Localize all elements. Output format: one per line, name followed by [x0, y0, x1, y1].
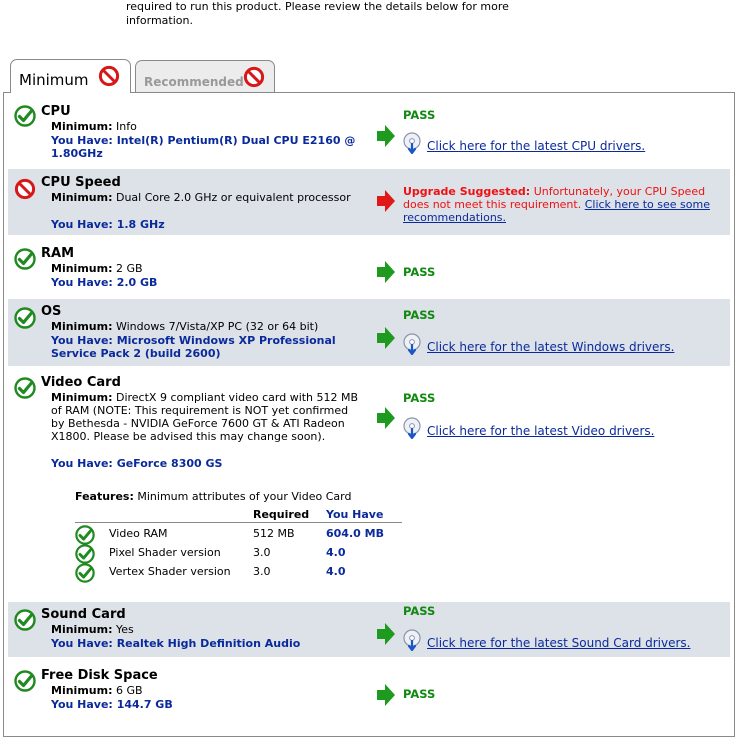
pass-label: PASS	[403, 391, 436, 405]
pass-check-icon	[75, 544, 95, 564]
arrow-right-icon	[377, 327, 395, 349]
no-icon	[98, 65, 120, 87]
requirement-minimum: Minimum: Windows 7/Vista/XP PC (32 or 64 bit)	[51, 320, 319, 333]
requirement-minimum: Minimum: 6 GB	[51, 684, 143, 697]
requirement-you-have: You Have: Intel(R) Pentium(R) Dual CPU E2160 @ 1.80GHz	[51, 134, 356, 160]
fail-no-icon	[14, 178, 36, 200]
pass-check-icon	[14, 609, 36, 631]
requirement-you-have: You Have: GeForce 8300 GS	[51, 457, 223, 470]
requirement-title: RAM	[41, 246, 75, 261]
requirement-row-cpu-speed	[8, 169, 730, 235]
feature-row: Video RAM 512 MB 604.0 MB	[75, 525, 405, 543]
requirement-you-have: You Have: 2.0 GB	[51, 276, 158, 289]
upgrade-suggested-message	[403, 185, 733, 224]
driver-link-sound[interactable]	[403, 629, 691, 651]
requirement-row-cpu	[8, 98, 730, 163]
feature-row: Vertex Shader version 3.0 4.0	[75, 563, 405, 581]
driver-link-text[interactable]: Click here for the latest Windows drivers.	[427, 340, 675, 354]
driver-download-icon	[403, 417, 423, 439]
requirement-minimum: Minimum: Dual Core 2.0 GHz or equivalent processor	[51, 191, 351, 204]
pass-label: PASS	[403, 108, 436, 122]
driver-link-video[interactable]	[403, 417, 654, 439]
requirement-you-have: You Have: Microsoft Windows XP Professional Service Pack 2 (build 2600)	[51, 334, 336, 360]
requirement-row-free-disk-space	[8, 663, 730, 718]
pass-check-icon	[75, 563, 95, 583]
pass-check-icon	[14, 248, 36, 270]
pass-label: PASS	[403, 604, 436, 618]
header-divider	[75, 522, 402, 523]
pass-check-icon	[14, 377, 36, 399]
driver-link-cpu[interactable]	[403, 132, 645, 154]
requirement-minimum: Minimum: Yes	[51, 623, 134, 636]
requirement-title: Sound Card	[41, 607, 126, 622]
driver-link-windows[interactable]	[403, 333, 674, 355]
requirement-you-have: You Have: 144.7 GB	[51, 698, 173, 711]
arrow-right-icon	[377, 684, 395, 706]
tab-minimum-label: Minimum	[19, 71, 89, 89]
recommendations-link[interactable]: Click here to see some recommendations.	[403, 198, 710, 224]
tab-recommended[interactable]	[135, 60, 275, 93]
driver-download-icon	[403, 333, 423, 355]
requirement-title: Free Disk Space	[41, 668, 158, 683]
driver-download-icon	[403, 132, 423, 154]
tab-recommended-label: Recommended	[144, 75, 244, 89]
pass-check-icon	[75, 525, 95, 545]
arrow-right-icon	[377, 125, 395, 147]
requirement-title: OS	[41, 304, 62, 319]
driver-link-text[interactable]: Click here for the latest Sound Card drivers.	[427, 636, 691, 650]
requirement-row-os	[8, 299, 730, 366]
arrow-right-icon	[377, 623, 395, 645]
requirement-minimum: Minimum: Info	[51, 120, 137, 133]
requirement-title: CPU Speed	[41, 175, 121, 190]
pass-label: PASS	[403, 265, 436, 279]
requirement-you-have: You Have: Realtek High Definition Audio	[51, 637, 301, 650]
requirement-minimum: Minimum: DirectX 9 compliant video card with 512 MB of RAM (NOTE: This requirement is NOT yet confirmed by Bethesda - NVIDIA GeForce 7600 GT & ATI Radeon X1800. Please be advised this may change soon).	[51, 391, 359, 443]
upgrade-label: Upgrade Suggested:	[403, 185, 531, 198]
requirement-row-sound-card	[8, 602, 730, 657]
requirement-row-video-card	[8, 372, 730, 595]
requirement-row-ram	[8, 241, 730, 291]
arrow-right-red-icon	[377, 190, 395, 212]
driver-link-text[interactable]: Click here for the latest CPU drivers.	[427, 139, 646, 153]
driver-link-text[interactable]: Click here for the latest Video drivers.	[427, 424, 655, 438]
requirement-title: Video Card	[41, 375, 121, 390]
features-heading: Features: Minimum attributes of your Video Card	[75, 490, 352, 503]
feature-row: Pixel Shader version 3.0 4.0	[75, 544, 405, 562]
arrow-right-icon	[377, 261, 395, 283]
upgrade-text: Unfortunately, your CPU Speed does not meet this requirement.	[403, 185, 706, 211]
requirement-you-have: You Have: 1.8 GHz	[51, 218, 165, 231]
requirement-minimum: Minimum: 2 GB	[51, 262, 143, 275]
pass-check-icon	[14, 670, 36, 692]
col-you-have-header: You Have	[326, 508, 384, 521]
driver-download-icon	[403, 629, 423, 651]
pass-label: PASS	[403, 308, 436, 322]
pass-check-icon	[14, 307, 36, 329]
pass-label: PASS	[403, 687, 436, 701]
tab-minimum[interactable]	[10, 59, 131, 93]
col-required-header: Required	[253, 508, 310, 521]
requirement-title: CPU	[41, 104, 71, 119]
arrow-right-icon	[377, 407, 395, 429]
no-icon	[243, 66, 265, 88]
requirements-panel	[3, 92, 735, 737]
pass-check-icon	[14, 105, 36, 127]
intro-text: required to run this product. Please review the details below for more information.	[126, 0, 509, 27]
